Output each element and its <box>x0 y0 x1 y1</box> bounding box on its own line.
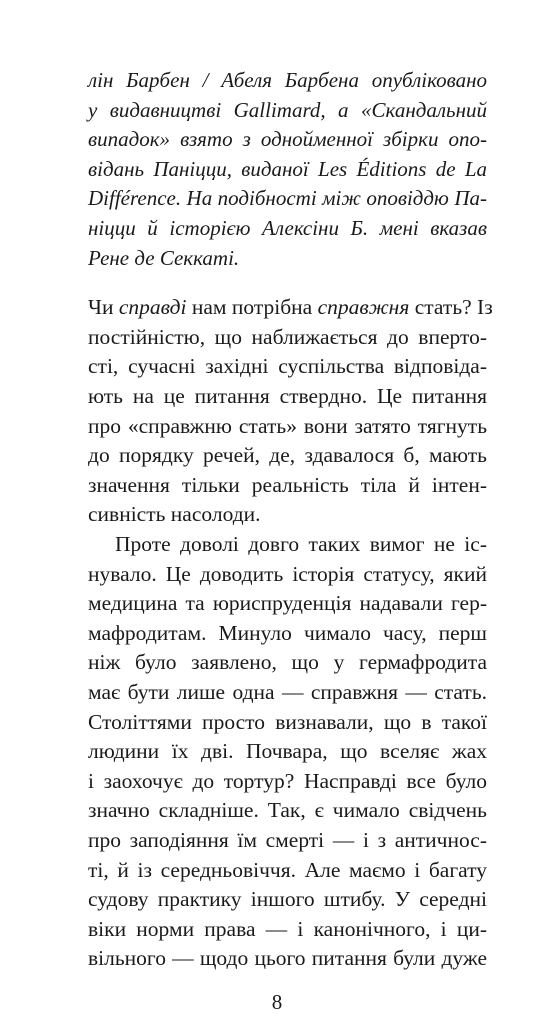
paragraph-line: значення тільки реальність тіла й інтен- <box>88 472 487 497</box>
footnote-line: випадок» взято з однойменної збірки опо- <box>88 127 487 152</box>
paragraph-line: ють на це питання ствердно. Це питання <box>88 384 487 408</box>
paragraph-line: про заподіяння їм смерті — і з античнос- <box>88 828 487 852</box>
text-span: стать? Із <box>409 295 493 320</box>
paragraph-line: Проте доволі довго таких вимог не іс- <box>115 532 487 556</box>
paragraph-line: віки норми права — і канонічного, і ци- <box>88 916 487 941</box>
paragraph-line: медицина та юриспруденція надавали гер- <box>88 591 487 616</box>
paragraph-line: Століттями просто визнавали, що в такої <box>88 709 487 734</box>
paragraph-line: людини їх дві. Почвара, що вселяє жах <box>88 739 487 764</box>
paragraph-line: ті, й із середньовіччя. Але маємо і багату <box>88 857 487 882</box>
paragraph-line: ніж було заявлено, що у гермафродита <box>88 650 487 675</box>
emphasis-text: справді <box>118 295 187 320</box>
paragraph-line: мафродитам. Минуло чимало часу, перш <box>88 620 487 645</box>
emphasis-text: справжня <box>317 295 410 320</box>
text-span: нам потрібна <box>186 295 318 320</box>
text-span: Чи <box>88 295 119 320</box>
footnote-line: у видавництві Gallimard, а «Скандальний <box>88 97 487 122</box>
footnote-line: Différence. На подібності між оповіддю Па- <box>88 186 487 211</box>
page-number: 8 <box>271 990 283 1014</box>
footnote-line: Рене де Секкаті. <box>88 245 240 270</box>
paragraph-line: до порядку речей, де, здавалося б, мають <box>88 443 487 468</box>
paragraph-line <box>88 291 493 323</box>
paragraph-line: про «справжню стать» вони затято тягнуть <box>88 413 487 438</box>
paragraph-line: судову практику іншого штибу. У середні <box>88 887 487 912</box>
footnote-line: лін Барбен / Абеля Барбена опубліковано <box>88 68 487 92</box>
footnote-line: ніцци й історією Алексіни Б. мені вказав <box>88 216 487 240</box>
paragraph-line: має бути лише одна — справжня — стать. <box>88 680 487 704</box>
paragraph-line: постійністю, що наближається до вперто- <box>88 324 487 349</box>
paragraph-line: нувало. Це доводить історія статусу, який <box>88 561 487 586</box>
paragraph-line: сивність насолоди. <box>88 502 261 527</box>
footnote-line: відань Паніцци, виданої Les Éditions de La <box>88 156 487 181</box>
paragraph-line: сті, сучасні західні суспільства відповіда- <box>88 354 487 379</box>
paragraph-line: вільного — щодо цього питання були дуже <box>88 946 487 971</box>
paragraph-line: і заохочує до тортур? Насправді все було <box>88 768 487 793</box>
paragraph-line: значно складніше. Так, є чимало свідчень <box>88 798 487 823</box>
